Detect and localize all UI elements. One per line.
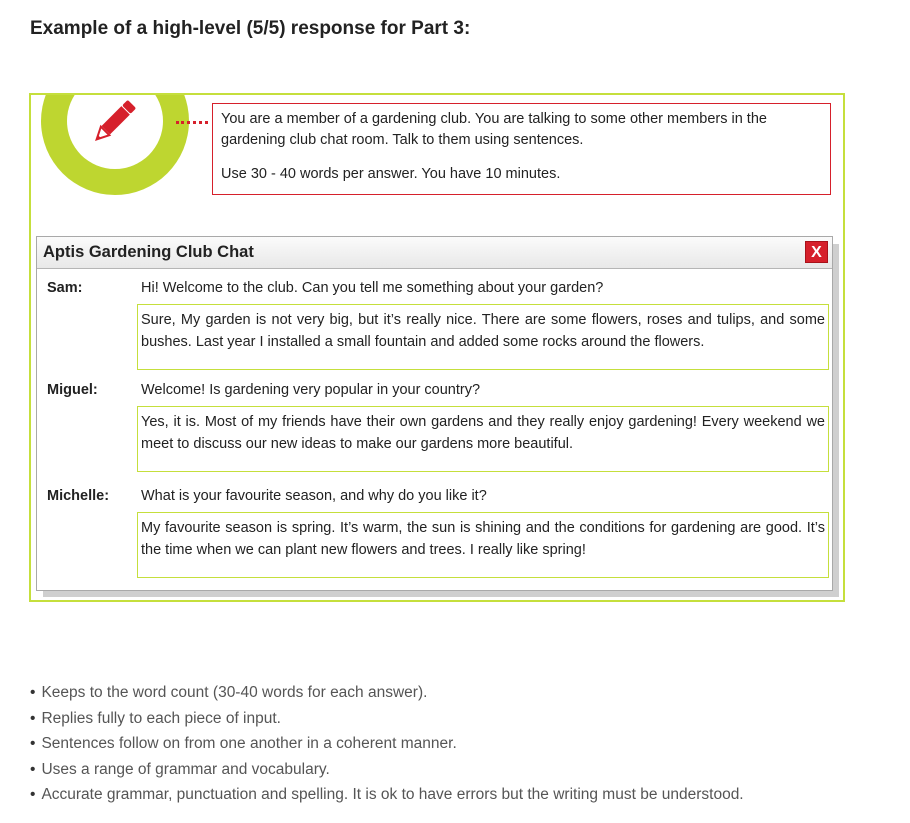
chat-titlebar (37, 237, 832, 269)
answer-box: Sure, My garden is not very big, but it’s really nice. There are some flowers, roses and tulips, and some bushes. Last year I installed a small fountain and added some rocks around the flowers. (137, 304, 829, 370)
list-item: • Accurate grammar, punctuation and spelling. It is ok to have errors but the writing must be understood. (30, 782, 744, 808)
list-item: • Sentences follow on from one another in a coherent manner. (30, 731, 744, 757)
chat-window (36, 236, 833, 591)
task-description: You are a member of a gardening club. You are talking to some other members in the gardening club chat room. Talk to them using sentences. (221, 111, 767, 148)
task-word-limit: Use 30 - 40 words per answer. You have 10 minutes. (221, 166, 561, 182)
speaker-name: Miguel: (47, 382, 98, 398)
speaker-question: Hi! Welcome to the club. Can you tell me something about your garden? (141, 280, 604, 296)
list-item: • Replies fully to each piece of input. (30, 706, 744, 732)
answer-box: Yes, it is. Most of my friends have their own gardens and they really enjoy gardening! Every weekend we meet to discuss our new ideas to make our gardens more beautiful. (137, 406, 829, 472)
task-panel (29, 93, 845, 602)
speaker-name: Sam: (47, 280, 83, 296)
page-heading: Example of a high-level (5/5) response for Part 3: (30, 18, 471, 39)
speaker-question: What is your favourite season, and why do you like it? (141, 488, 487, 504)
task-instructions (212, 103, 831, 195)
chat-title: Aptis Gardening Club Chat (43, 243, 254, 261)
dotted-connector (176, 121, 208, 124)
pencil-badge (41, 93, 189, 195)
criteria-list (30, 680, 744, 808)
pencil-icon (89, 95, 141, 147)
list-item: • Keeps to the word count (30-40 words for each answer). (30, 680, 744, 706)
answer-box: My favourite season is spring. It’s warm, the sun is shining and the conditions for gardening are good. It’s the time when we can plant new flowers and trees. I really like spring! (137, 512, 829, 578)
speaker-name: Michelle: (47, 488, 110, 504)
list-item: • Uses a range of grammar and vocabulary. (30, 757, 744, 783)
close-icon[interactable]: X (805, 241, 828, 263)
speaker-question: Welcome! Is gardening very popular in your country? (141, 382, 481, 398)
